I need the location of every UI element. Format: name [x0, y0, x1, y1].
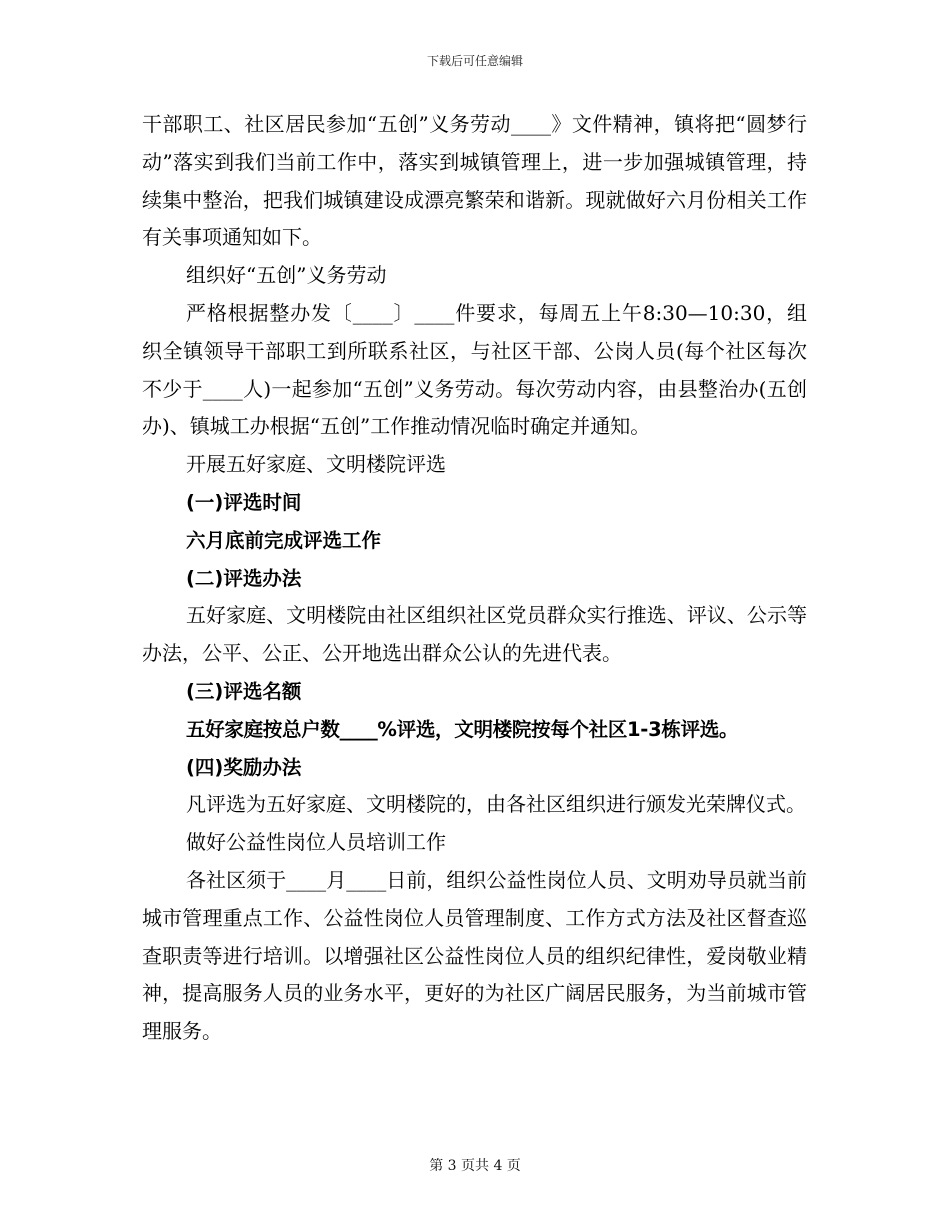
subheading-reward-method: (四)奖励办法 [186, 755, 302, 779]
page-header: 下载后可任意编辑 [426, 54, 523, 68]
subheading-selection-method: (二)评选办法 [186, 566, 302, 590]
paragraph-selection-time: 六月底前完成评选工作 [186, 528, 382, 552]
subheading-selection-time: (一)评选时间 [186, 490, 302, 514]
paragraph-reward-method: 凡评选为五好家庭、文明楼院的，由各社区组织进行颁发光荣牌仪式。 [186, 792, 806, 817]
section-heading-selection: 开展五好家庭、文明楼院评选 [186, 452, 446, 477]
paragraph-training: 各社区须于____月____日前，组织公益性岗位人员、文明劝导员就当前城市管理重点工作、公益性岗位人员管理制度、工作方式方法及社区督查巡查职责等进行培训。以增强社区公益性岗位人员的组织纪律性，爱岗敬业精神，提高服务人员的业务水平，更好的为社区广阔居民服务，为当前城市管理服务。 [142, 867, 807, 1044]
section-heading-labor: 组织好“五创”义务劳动 [186, 263, 387, 288]
paragraph-selection-method: 五好家庭、文明楼院由社区组织社区党员群众实行推选、评议、公示等办法，公平、公正、公开地选出群众公认的先进代表。 [142, 603, 807, 666]
section-heading-training: 做好公益性岗位人员培训工作 [186, 830, 446, 855]
paragraph-labor: 严格根据整办发〔____〕____件要求，每周五上午8:30—10:30，组织全镇领导干部职工到所联系社区，与社区干部、公岗人员(每个社区每次不少于____人)一起参加“五创”义务劳动。每次劳动内容，由县整治办(五创办)、镇城工办根据“五创”工作推动情况临时确定并通知。 [142, 300, 807, 439]
paragraph-selection-quota: 五好家庭按总户数____%评选，文明楼院按每个社区1-3栋评选。 [186, 717, 739, 741]
paragraph-intro: 干部职工、社区居民参加“五创”义务劳动____》文件精神，镇将把“圆梦行动”落实到我们当前工作中，落实到城镇管理上，进一步加强城镇管理，持续集中整治，把我们城镇建设成漂亮繁荣和谐新。现就做好六月份相关工作有关事项通知如下。 [142, 112, 807, 250]
page-footer: 第 3 页共 4 页 [429, 1158, 521, 1174]
document-body [142, 106, 807, 1051]
subheading-selection-quota: (三)评选名额 [186, 679, 302, 703]
